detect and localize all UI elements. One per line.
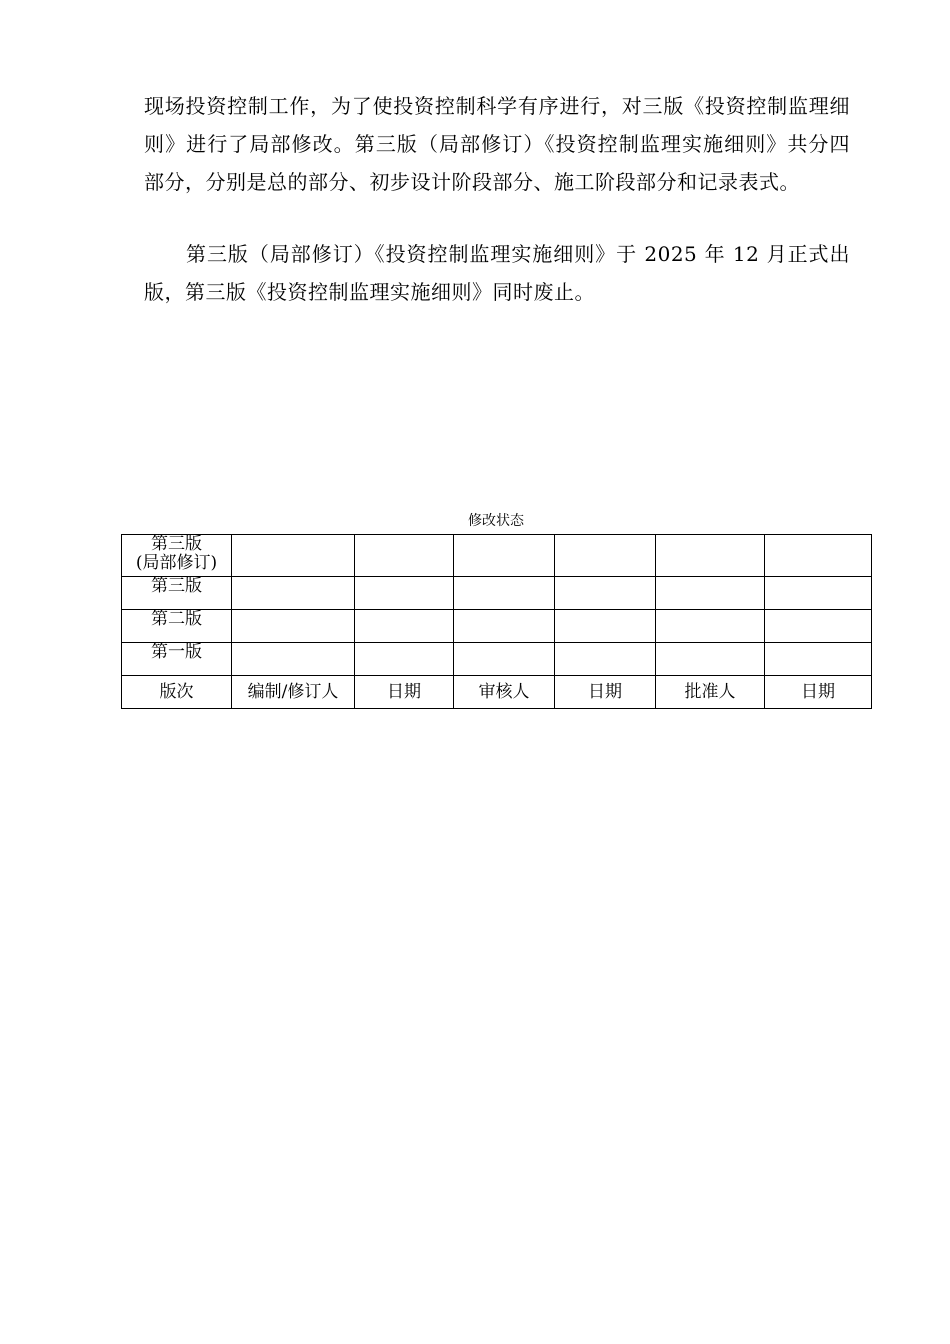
table-cell (555, 577, 656, 610)
version-cell (122, 577, 232, 610)
version-label: 第二版 (151, 609, 202, 629)
table-header-row (122, 676, 872, 709)
table-cell (555, 643, 656, 676)
version-sublabel: (局部修订) (135, 553, 218, 573)
version-label: 第三版 (151, 576, 202, 596)
table-cell (656, 535, 765, 577)
column-header-version: 版次 (122, 676, 232, 709)
version-cell (122, 643, 232, 676)
table-cell (765, 535, 872, 577)
column-header-date: 日期 (355, 676, 454, 709)
table-cell (765, 643, 872, 676)
table-cell (232, 610, 355, 643)
table-cell (765, 577, 872, 610)
table-cell (656, 610, 765, 643)
table-row (122, 577, 872, 610)
paragraph-2: 第三版（局部修订）《投资控制监理实施细则》于 2025 年 12 月正式出版，第三版《投资控制监理实施细则》同时废止。 (144, 242, 850, 304)
table-cell (454, 577, 555, 610)
column-header-date: 日期 (765, 676, 872, 709)
table-cell (555, 535, 656, 577)
revision-table-title: 修改状态 (468, 513, 524, 529)
table-cell (232, 577, 355, 610)
table-cell (454, 535, 555, 577)
table-cell (656, 643, 765, 676)
table-row (122, 535, 872, 577)
table-cell (454, 610, 555, 643)
table-row (122, 643, 872, 676)
table-cell (355, 643, 454, 676)
table-cell (232, 535, 355, 577)
version-label: 第一版 (151, 642, 202, 662)
table-cell (355, 610, 454, 643)
table-cell (355, 535, 454, 577)
paragraph-1: 现场投资控制工作，为了使投资控制科学有序进行，对三版《投资控制监理细则》进行了局部修改。第三版（局部修订）《投资控制监理实施细则》共分四部分，分别是总的部分、初步设计阶段部分、施工阶段部分和记录表式。 (144, 94, 850, 194)
version-cell (122, 535, 232, 577)
column-header-date: 日期 (555, 676, 656, 709)
column-header-approver: 批准人 (656, 676, 765, 709)
table-row (122, 610, 872, 643)
table-cell (765, 610, 872, 643)
table-cell (454, 643, 555, 676)
version-label: 第三版 (151, 534, 202, 554)
revision-status-table (121, 534, 872, 709)
table-cell (656, 577, 765, 610)
column-header-author: 编制/修订人 (232, 676, 355, 709)
table-cell (355, 577, 454, 610)
table-cell (555, 610, 656, 643)
version-cell (122, 610, 232, 643)
table-cell (232, 643, 355, 676)
column-header-reviewer: 审核人 (454, 676, 555, 709)
